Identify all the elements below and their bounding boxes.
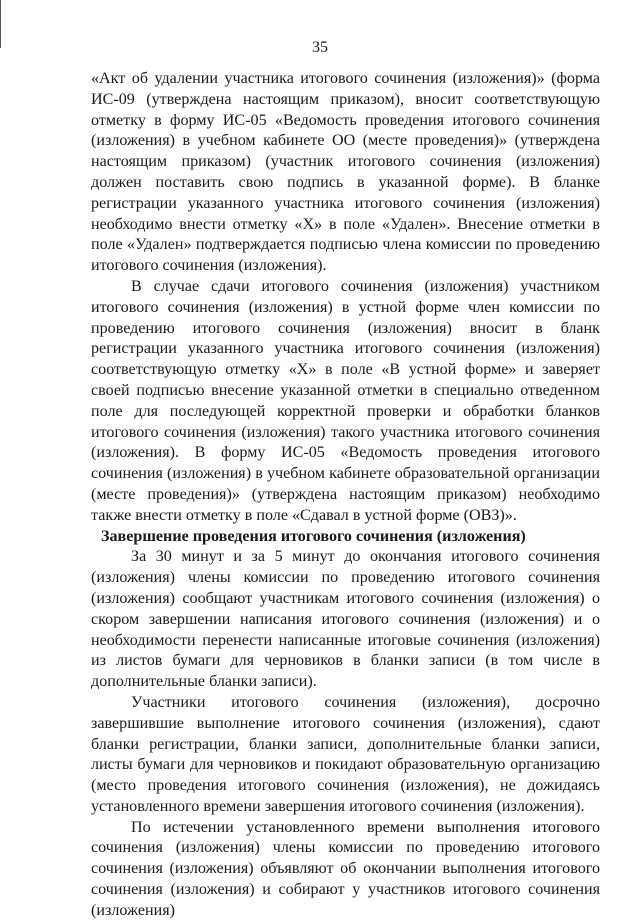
paragraph-oral-form: В случае сдачи итогового сочинения (изложения) участником итогового сочинения (изложения) в устной форме член комиссии по проведению итогового сочинения (изложения) вносит в бланк регистрации указанного участника итогового сочинения (изложения) соответствующую отметку «Х» в поле «В устной форме» и заверяет своей подписью внесение указанной отметки в специально отведенном поле для последующей корректной проверки и обработки бланков итогового сочинения (изложения) такого участника итогового сочинения (изложения). В форму ИС-05 «Ведомость проведения итогового сочинения (изложения) в учебном кабинете образовательной организации (месте проведения)» (утверждена настоящим приказом) необходимо также внести отметку в поле «Сдавал в устной форме (ОВЗ)». (91, 277, 600, 524)
section-heading: Завершение проведения итогового сочинения (изложения) (101, 527, 526, 545)
paragraph-early-finish: Участники итогового сочинения (изложения), досрочно завершившие выполнение итогового сочинения (изложения), сдают бланки регистрации, бланки записи, дополнительные бланки записи, листы бумаги для черновиков и покидают образовательную организацию (место проведения итогового сочинения (изложения), не дожидаясь установленного времени завершения итогового сочинения (изложения). (91, 693, 600, 815)
page-number: 35 (312, 39, 328, 56)
paragraph-removal-act: «Акт об удалении участника итогового сочинения (изложения)» (форма ИС-09 (утверждена настоящим приказом), вносит соответствующую отметку в форму ИС-05 «Ведомость проведения итогового сочинения (изложения) в учебном кабинете ОО (месте проведения)» (утверждена настоящим приказом) (участник итогового сочинения (изложения) должен поставить свою подпись в указанной форме). В бланке регистрации указанного участника итогового сочинения (изложения) необходимо внести отметку «Х» в поле «Удален». Внесение отметки в поле «Удален» подтверждается подписью члена комиссии по проведению итогового сочинения (изложения). (91, 70, 600, 275)
document-body (91, 69, 600, 922)
paragraph-time-warning: За 30 минут и за 5 минут до окончания итогового сочинения (изложения) члены комиссии по проведению итогового сочинения (изложения) сообщают участникам итогового сочинения (изложения) о скором завершении написания итогового сочинения (изложения) и о необходимости перенести написанные итоговые сочинения (изложения) из листов бумаги для черновиков в бланки записи (в том числе в дополнительные бланки записи). (91, 548, 600, 691)
paragraph-time-expired: По истечении установленного времени выполнения итогового сочинения (изложения) члены комиссии по проведению итогового сочинения (изложения) объявляют об окончании выполнения итогового сочинения (изложения) и собирают у участников итогового сочинения (изложения) (91, 818, 600, 919)
